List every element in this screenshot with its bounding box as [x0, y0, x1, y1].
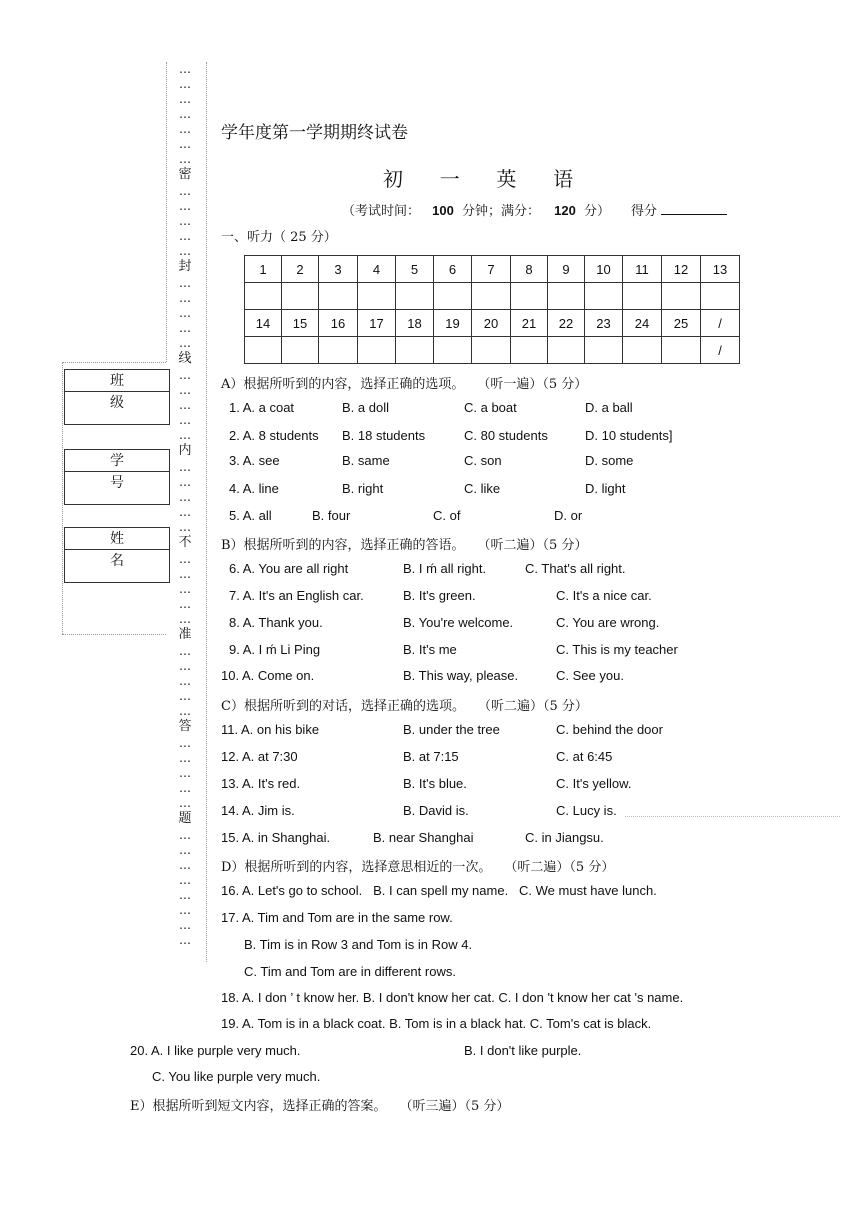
question-7-a: 7. A. It's an English car. [229, 588, 364, 603]
partD-title: D）根据所听到的内容，选择意思相近的一次。 （听二遍）（5 分） [221, 860, 615, 875]
grid-number-row [245, 310, 740, 337]
answer-cell[interactable] [396, 337, 434, 364]
grid-cell: 7 [472, 256, 511, 283]
question-20-a: 20. A. I like purple very much. [130, 1043, 301, 1058]
binding-line [166, 62, 167, 362]
grid-number-row [245, 256, 740, 283]
grid-cell: 1 [245, 256, 282, 283]
seal-column: … … … … … … … 密 … … … … … 封 … … … … … 线 … … … … … 内 … … … … … 不 … … … … … 准 … … … … … 答 … … … … … 题 … … … … … … … … [174, 62, 196, 948]
question-12-c: C. at 6:45 [556, 749, 613, 764]
answer-cell[interactable] [245, 283, 282, 310]
grid-answer-row [245, 337, 740, 364]
question-5-d: D. or [554, 508, 583, 523]
question-5-c: C. of [433, 508, 461, 523]
seal-char: 不 [178, 535, 192, 550]
grid-cell: 12 [662, 256, 701, 283]
name-label: 姓名 [65, 528, 169, 550]
grid-cell: 11 [623, 256, 662, 283]
year-title: 学年度第一学期期终试卷 [221, 123, 408, 143]
full-marks: 120 [554, 203, 576, 218]
question-15-b: B. near Shanghai [373, 830, 474, 845]
question-6-a: 6. A. You are all right [229, 561, 349, 576]
grid-cell: 23 [585, 310, 623, 337]
answer-cell[interactable] [662, 337, 701, 364]
question-17-a: 17. A. Tim and Tom are in the same row. [221, 910, 453, 925]
seal-char: 题 [178, 811, 192, 826]
grid-cell: 8 [511, 256, 548, 283]
exam-info-mid: 分钟；满分： [462, 204, 541, 219]
seal-char: 答 [178, 719, 192, 734]
seal-char: 内 [178, 443, 192, 458]
class-box [64, 369, 170, 425]
grid-cell: 3 [319, 256, 358, 283]
dotted-leader [625, 816, 840, 817]
answer-cell[interactable] [662, 283, 701, 310]
grid-cell: 18 [396, 310, 434, 337]
grid-cell: / [701, 337, 740, 364]
grid-cell: 25 [662, 310, 701, 337]
partA-title: A）根据所听到的内容，选择正确的选项。 （听一遍）（5 分） [221, 377, 588, 392]
seal-char: 密 [178, 167, 192, 182]
seal-char: 线 [178, 351, 192, 366]
grid-cell: 5 [396, 256, 434, 283]
partC-title: C）根据所听到的对话，选择正确的选项。 （听二遍）（5 分） [221, 699, 588, 714]
grid-cell: 15 [282, 310, 319, 337]
question-10-c: C. See you. [556, 668, 624, 683]
question-8-c: C. You are wrong. [556, 615, 660, 630]
question-5-b: B. four [312, 508, 351, 523]
grid-cell: 22 [548, 310, 585, 337]
question-15-a: 15. A. in Shanghai. [221, 830, 331, 845]
answer-cell[interactable] [282, 283, 319, 310]
score-blank[interactable] [661, 214, 727, 215]
question-7-c: C. It's a nice car. [556, 588, 652, 603]
grid-cell: 4 [358, 256, 396, 283]
question-16: 16. A. Let's go to school. B. I can spell my name. C. We must have lunch. [221, 883, 657, 898]
question-8-a: 8. A. Thank you. [229, 615, 323, 630]
question-3-c: C. son [464, 453, 502, 468]
question-9-c: C. This is my teacher [556, 642, 678, 657]
question-4-c: C. like [464, 481, 501, 496]
question-14-c: C. Lucy is. [556, 803, 617, 818]
grid-cell: 10 [585, 256, 623, 283]
student-number-label: 学号 [65, 450, 169, 472]
question-8-b: B. You're welcome. [403, 615, 514, 630]
grid-cell: 16 [319, 310, 358, 337]
exam-info [342, 200, 610, 219]
seal-char: 准 [178, 627, 192, 642]
binding-bottom-rule [62, 634, 166, 635]
question-14-a: 14. A. Jim is. [221, 803, 295, 818]
seal-char: 封 [178, 259, 192, 274]
question-3-d: D. some [585, 453, 634, 468]
answer-cell[interactable] [701, 283, 740, 310]
exam-info-suffix: 分） [584, 204, 611, 219]
student-number-box [64, 449, 170, 505]
answer-cell[interactable] [472, 337, 511, 364]
question-1-d: D. a ball [585, 400, 633, 415]
grid-cell: 6 [434, 256, 472, 283]
binding-left-rule [62, 362, 63, 634]
question-20-c: C. You like purple very much. [152, 1069, 321, 1084]
question-15-c: C. in Jiangsu. [525, 830, 604, 845]
name-box [64, 527, 170, 583]
question-11-c: C. behind the door [556, 722, 663, 737]
answer-cell[interactable] [511, 283, 548, 310]
answer-cell[interactable] [548, 283, 585, 310]
subject-title: 初 一 英 语 [383, 167, 582, 191]
grid-cell: / [701, 310, 740, 337]
answer-cell[interactable] [282, 337, 319, 364]
question-13-b: B. It's blue. [403, 776, 467, 791]
question-4-a: 4. A. line [229, 481, 279, 496]
question-5-a: 5. A. all [229, 508, 272, 523]
question-9-a: 9. A. I ḿ Li Ping [229, 642, 321, 657]
answer-cell[interactable] [319, 337, 358, 364]
question-1-c: C. a boat [464, 400, 517, 415]
question-4-d: D. light [585, 481, 626, 496]
question-3-a: 3. A. see [229, 453, 280, 468]
grid-cell: 2 [282, 256, 319, 283]
grid-answer-row [245, 283, 740, 310]
question-14-b: B. David is. [403, 803, 469, 818]
question-1-b: B. a doll [342, 400, 389, 415]
answer-cell[interactable] [396, 283, 434, 310]
grid-cell: 19 [434, 310, 472, 337]
question-7-b: B. It's green. [403, 588, 476, 603]
question-2-d: D. 10 students] [585, 428, 673, 443]
question-12-a: 12. A. at 7:30 [221, 749, 298, 764]
answer-cell[interactable] [623, 337, 662, 364]
grid-cell: 20 [472, 310, 511, 337]
question-4-b: B. right [342, 481, 384, 496]
question-17-b: B. Tim is in Row 3 and Tom is in Row 4. [244, 937, 473, 952]
question-13-c: C. It's yellow. [556, 776, 632, 791]
question-20-b: B. I don't like purple. [464, 1043, 582, 1058]
answer-cell[interactable] [358, 283, 396, 310]
binding-line-right [206, 62, 207, 962]
grid-cell: 21 [511, 310, 548, 337]
answer-cell[interactable] [511, 337, 548, 364]
question-1-a: 1. A. a coat [229, 400, 295, 415]
score-label: 得分 [631, 204, 658, 219]
question-10-a: 10. A. Come on. [221, 668, 315, 683]
partE-title: E）根据所听到短文内容，选择正确的答案。 （听三遍）（5 分） [130, 1099, 510, 1114]
question-10-b: B. This way, please. [403, 668, 519, 683]
binding-top-rule [62, 362, 166, 363]
grid-cell: 24 [623, 310, 662, 337]
answer-grid [244, 255, 740, 364]
question-2-b: B. 18 students [342, 428, 426, 443]
question-12-b: B. at 7:15 [403, 749, 459, 764]
answer-cell[interactable] [585, 283, 623, 310]
answer-cell[interactable] [548, 337, 585, 364]
question-9-b: B. It's me [403, 642, 457, 657]
answer-cell[interactable] [358, 337, 396, 364]
question-11-a: 11. A. on his bike [221, 722, 320, 737]
question-17-c: C. Tim and Tom are in different rows. [244, 964, 456, 979]
question-19: 19. A. Tom is in a black coat. B. Tom is in a black hat. C. Tom's cat is black. [221, 1016, 652, 1031]
answer-cell[interactable] [623, 283, 662, 310]
question-11-b: B. under the tree [403, 722, 500, 737]
grid-cell: 13 [701, 256, 740, 283]
question-18: 18. A. I don ’ t know her. B. I don't know her cat. C. I don 't know her cat 's name. [221, 990, 684, 1005]
section1-title: 一、听力（ 25 分） [221, 230, 337, 245]
answer-cell[interactable] [434, 283, 472, 310]
question-3-b: B. same [342, 453, 390, 468]
answer-cell[interactable] [472, 283, 511, 310]
answer-cell[interactable] [245, 337, 282, 364]
question-6-b: B. I ḿ all right. [403, 561, 487, 576]
question-6-c: C. That's all right. [525, 561, 626, 576]
exam-info-prefix: （考试时间： [342, 204, 421, 219]
question-13-a: 13. A. It's red. [221, 776, 301, 791]
exam-time: 100 [432, 203, 454, 218]
class-label: 班级 [65, 370, 169, 392]
answer-cell[interactable] [319, 283, 358, 310]
grid-cell: 14 [245, 310, 282, 337]
grid-cell: 17 [358, 310, 396, 337]
answer-cell[interactable] [434, 337, 472, 364]
question-2-a: 2. A. 8 students [229, 428, 319, 443]
answer-cell[interactable] [585, 337, 623, 364]
partB-title: B）根据所听到的内容，选择正确的答语。 （听二遍）（5 分） [221, 538, 588, 553]
question-2-c: C. 80 students [464, 428, 548, 443]
grid-cell: 9 [548, 256, 585, 283]
